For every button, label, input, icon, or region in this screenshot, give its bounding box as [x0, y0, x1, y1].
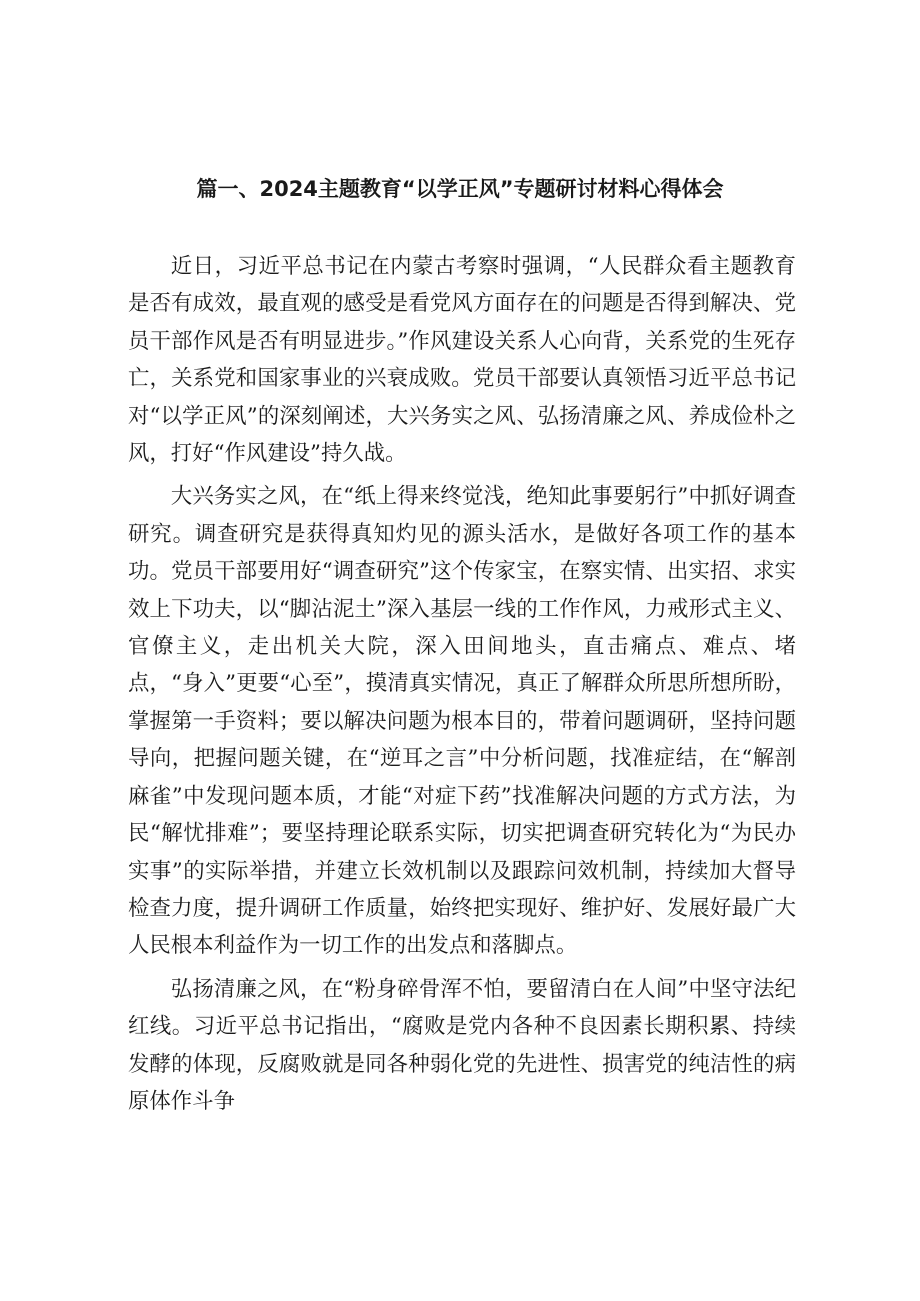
document-body: [128, 248, 796, 1126]
document-title: 篇一、2024主题教育“以学正风”专题研讨材料心得体会: [196, 177, 724, 201]
paragraph-2: 大兴务实之风，在“纸上得来终觉浅，绝知此事要躬行”中抓好调查研究。调查研究是获得真知灼见的源头活水，是做好各项工作的基本功。党员干部要用好“调查研究”这个传家宝，在察实情、出实招、求实效上下功夫，以“脚沾泥土”深入基层一线的工作作风，力戒形式主义、官僚主义，走出机关大院，深入田间地头，直击痛点、难点、堵点，“身入”更要“心至”，摸清真实情况，真正了解群众所思所想所盼，掌握第一手资料；要以解决问题为根本目的，带着问题调研，坚持问题导向，把握问题关键，在“逆耳之言”中分析问题，找准症结，在“解剖麻雀”中发现问题本质，才能“对症下药”找准解决问题的方式方法，为民“解忧排难”；要坚持理论联系实际，切实把调查研究转化为“为民办实事”的实际举措，并建立长效机制以及跟踪问效机制，持续加大督导检查力度，提升调研工作质量，始终把实现好、维护好、发展好最广大人民根本利益作为一切工作的出发点和落脚点。: [128, 484, 796, 959]
paragraph-3: 弘扬清廉之风，在“粉身碎骨浑不怕，要留清白在人间”中坚守法纪红线。习近平总书记指出，“腐败是党内各种不良因素长期积累、持续发酵的体现，反腐败就是同各种弱化党的先进性、损害党的纯洁性的病原体作斗争: [128, 976, 796, 1114]
paragraph-1: 近日，习近平总书记在内蒙古考察时强调，“人民群众看主题教育是否有成效，最直观的感受是看党风方面存在的问题是否得到解决、党员干部作风是否有明显进步。”作风建设关系人心向背，关系党的生死存亡，关系党和国家事业的兴衰成败。党员干部要认真领悟习近平总书记对“以学正风”的深刻阐述，大兴务实之风、弘扬清廉之风、养成俭朴之风，打好“作风建设”持久战。: [128, 254, 796, 467]
